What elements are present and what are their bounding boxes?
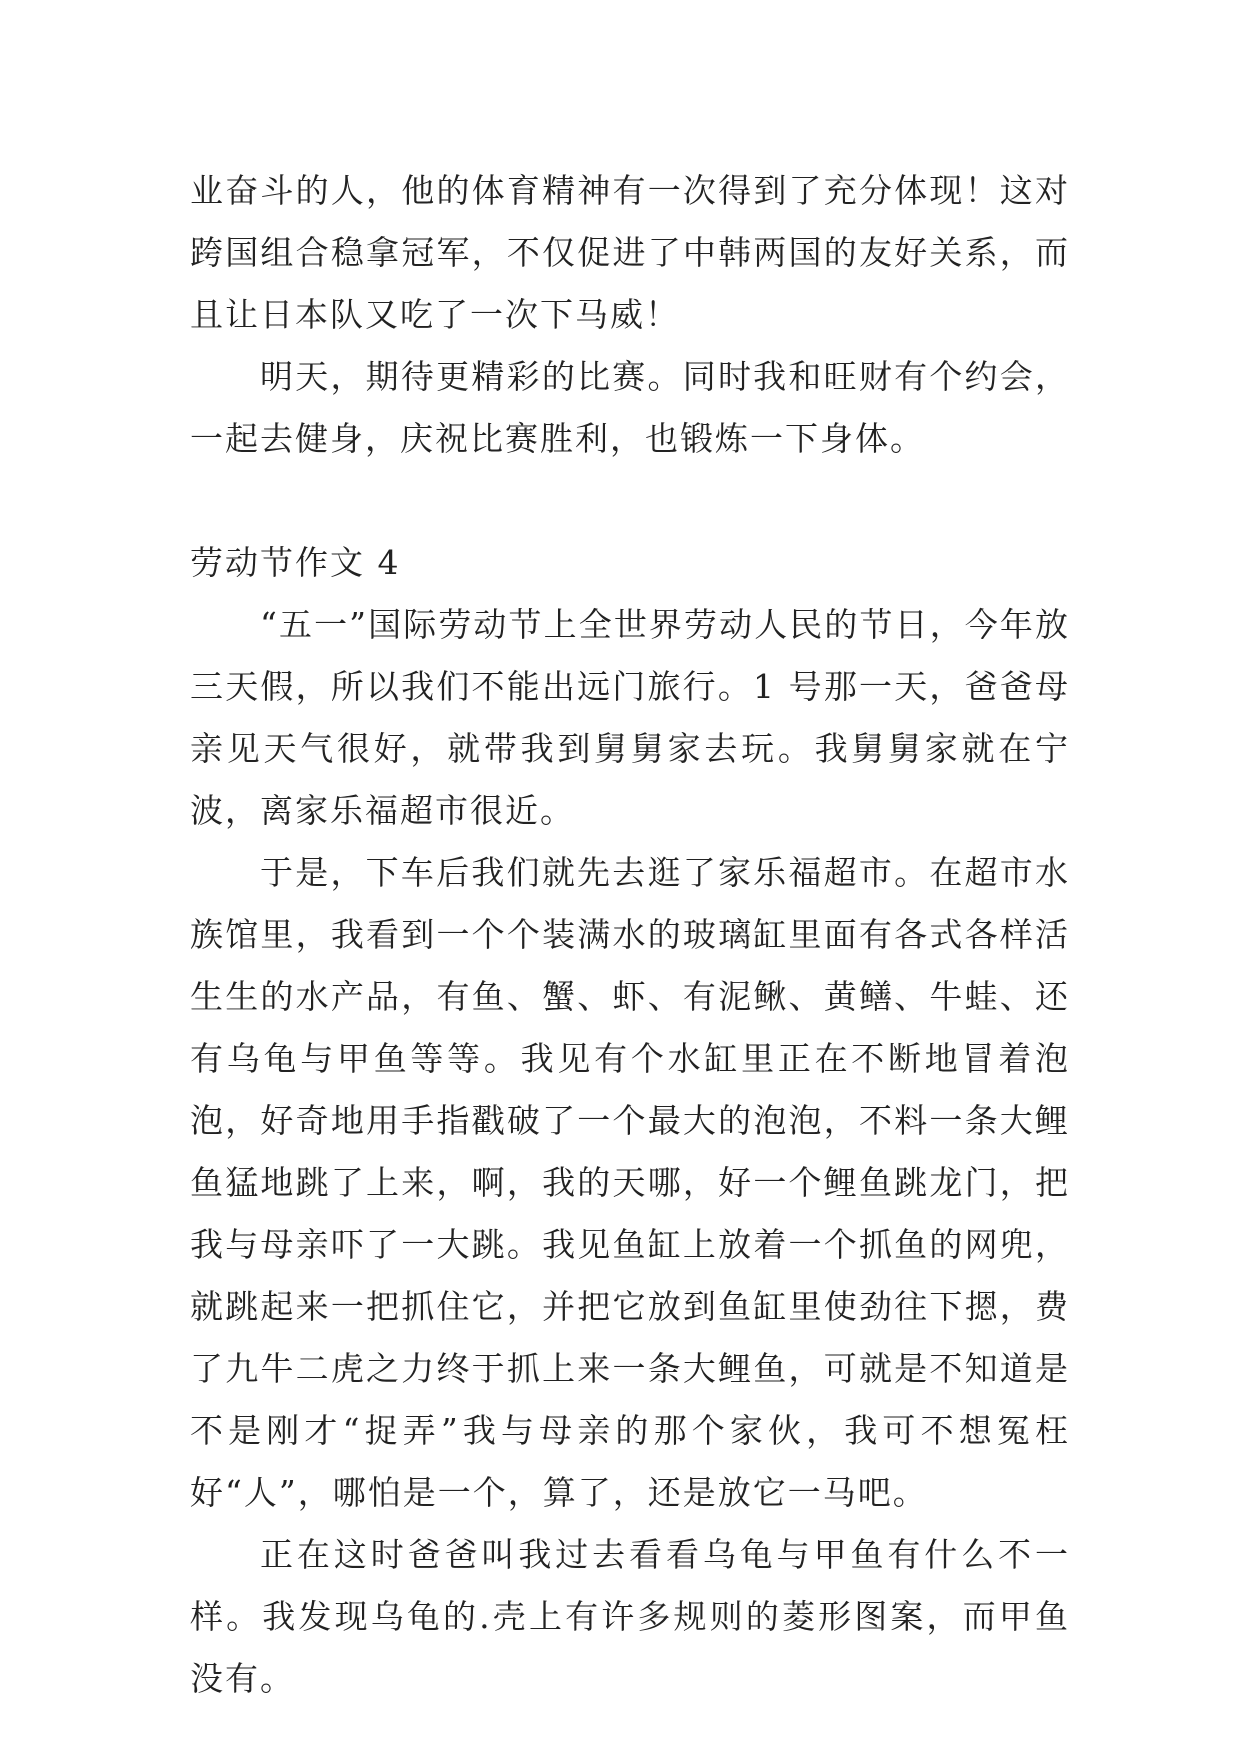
paragraph-may-day: “五一”国际劳动节上全世界劳动人民的节日，今年放三天假，所以我们不能出远门旅行。1 号那一天，爸爸母亲见天气很好，就带我到舅舅家去玩。我舅舅家就在宁波，离家乐福超市很近。 xyxy=(190,605,1070,830)
paragraph-continuation: 业奋斗的人，他的体育精神有一次得到了充分体现！这对跨国组合稳拿冠军，不仅促进了中韩两国的友好关系，而且让日本队又吃了一次下马威！ xyxy=(190,171,1070,334)
paragraph-supermarket: 于是，下车后我们就先去逛了家乐福超市。在超市水族馆里，我看到一个个装满水的玻璃缸里面有各式各样活生生的水产品，有鱼、蟹、虾、有泥鳅、黄鳝、牛蛙、还有乌龟与甲鱼等等。我见有个水缸里正在不断地冒着泡泡，好奇地用手指戳破了一个最大的泡泡，不料一条大鲤鱼猛地跳了上来，啊，我的天哪，好一个鲤鱼跳龙门，把我与母亲吓了一大跳。我见鱼缸上放着一个抓鱼的网兜，就跳起来一把抓住它，并把它放到鱼缸里使劲往下摁，费了九牛二虎之力终于抓上来一条大鲤鱼，可就是不知道是不是刚才“捉弄”我与母亲的那个家伙，我可不想冤枉好“人”，哪怕是一个，算了，还是放它一马吧。 xyxy=(190,853,1070,1512)
document-body xyxy=(190,160,1070,1710)
essay-heading: 劳动节作文 4 xyxy=(190,543,401,582)
paragraph-turtle: 正在这时爸爸叫我过去看看乌龟与甲鱼有什么不一样。我发现乌龟的.壳上有许多规则的菱形图案，而甲鱼没有。 xyxy=(190,1535,1070,1698)
paragraph-tomorrow: 明天，期待更精彩的比赛。同时我和旺财有个约会，一起去健身，庆祝比赛胜利，也锻炼一下身体。 xyxy=(190,357,1070,458)
